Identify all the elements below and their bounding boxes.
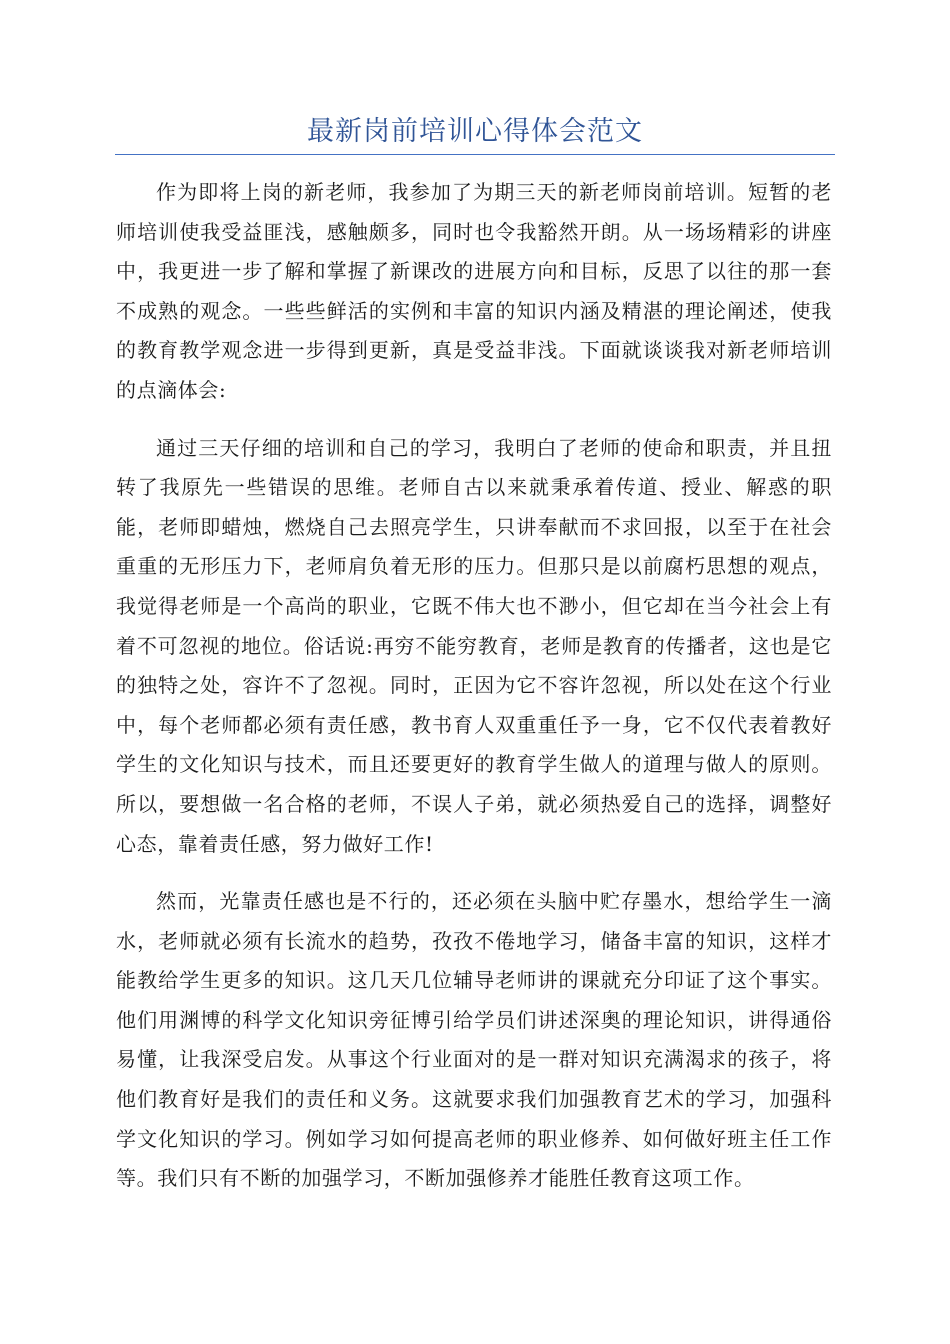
document-title: 最新岗前培训心得体会范文 [307,116,643,147]
paragraph-1: 作为即将上岗的新老师，我参加了为期三天的新老师岗前培训。短暂的老师培训使我受益匪浅，感触颇多，同时也令我豁然开朗。从一场场精彩的讲座中，我更进一步了解和掌握了新课改的进展方向和目标，反思了以往的那一套不成熟的观念。一些些鲜活的实例和丰富的知识内涵及精湛的理论阐述，使我的教育教学观念进一步得到更新，真是受益非浅。下面就谈谈我对新老师培训的点滴体会: [116,180,832,402]
paragraph-2: 通过三天仔细的培训和自己的学习，我明白了老师的使命和职责，并且扭转了我原先一些错误的思维。老师自古以来就秉承着传道、授业、解惑的职能，老师即蜡烛，燃烧自己去照亮学生，只讲奉献而不求回报，以至于在社会重重的无形压力下，老师肩负着无形的压力。但那只是以前腐朽思想的观点，我觉得老师是一个高尚的职业，它既不伟大也不渺小，但它却在当今社会上有着不可忽视的地位。俗话说:再穷不能穷教育，老师是教育的传播者，这也是它的独特之处，容许不了忽视。同时，正因为它不容许忽视，所以处在这个行业中，每个老师都必须有责任感，教书育人双重重任予一身，它不仅代表着教好学生的文化知识与技术，而且还要更好的教育学生做人的道理与做人的原则。所以，要想做一名合格的老师，不误人子弟，就必须热爱自己的选择，调整好心态，靠着责任感，努力做好工作! [116,435,832,856]
paragraph-3: 然而，光靠责任感也是不行的，还必须在头脑中贮存墨水，想给学生一滴水，老师就必须有长流水的趋势，孜孜不倦地学习，储备丰富的知识，这样才能教给学生更多的知识。这几天几位辅导老师讲的课就充分印证了这个事实。他们用渊博的科学文化知识旁征博引给学员们讲述深奥的理论知识，讲得通俗易懂，让我深受启发。从事这个行业面对的是一群对知识充满渴求的孩子，将他们教育好是我们的责任和义务。这就要求我们加强教育艺术的学习，加强科学文化知识的学习。例如学习如何提高老师的职业修养、如何做好班主任工作等。我们只有不断的加强学习，不断加强修养才能胜任教育这项工作。 [116,889,832,1191]
document-body [116,173,832,1217]
title-underline [115,154,835,155]
